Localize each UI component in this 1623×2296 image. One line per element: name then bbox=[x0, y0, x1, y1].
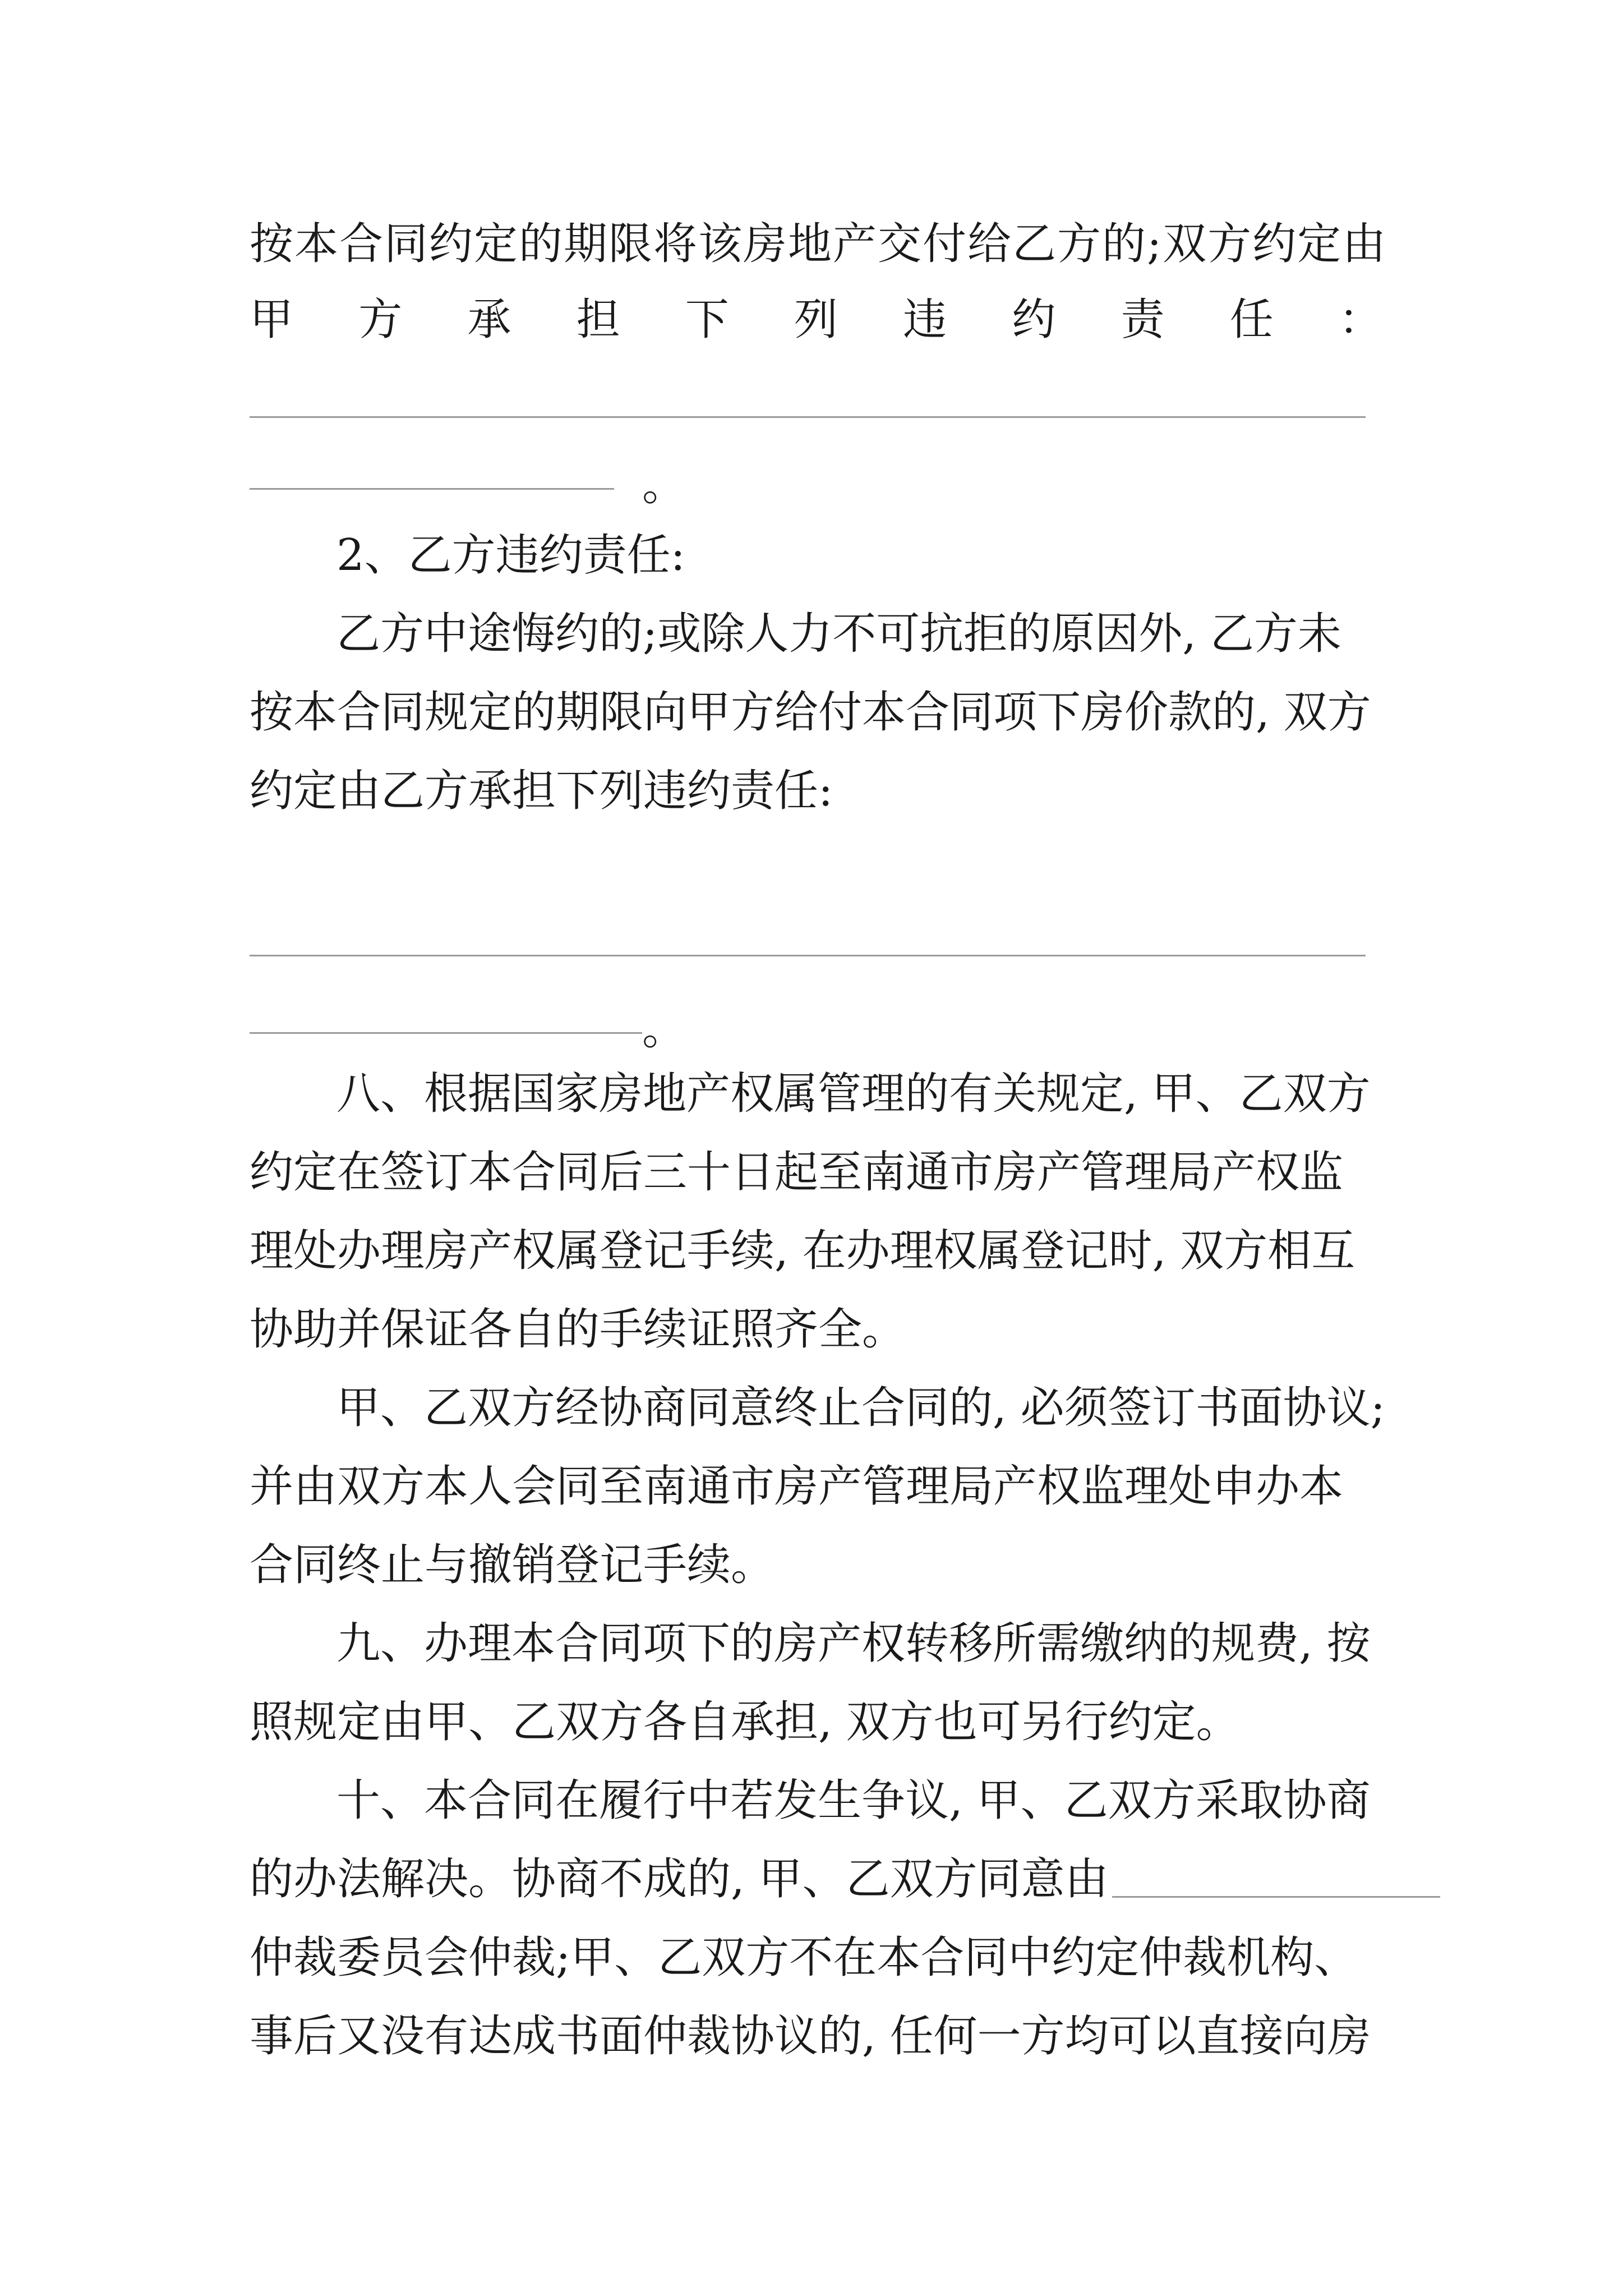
blank-fill-line bbox=[250, 955, 1366, 956]
text-line-4: 2、乙方违约责任: bbox=[336, 530, 685, 581]
char: 列 bbox=[794, 295, 838, 345]
period-mark: 。 bbox=[642, 460, 686, 510]
char: 担 bbox=[576, 295, 620, 345]
text-line-18 bbox=[250, 1840, 1382, 1918]
text-line-6: 按本合同规定的期限向甲方给付本合同项下房价款的, 双方 bbox=[250, 687, 1371, 738]
char: 下 bbox=[685, 295, 729, 345]
text-line-20: 事后又没有达成书面仲裁协议的, 任何一方均可以直接向房 bbox=[250, 2011, 1371, 2062]
text-line-14: 合同终止与撤销登记手续。 bbox=[250, 1540, 775, 1590]
text-line-7: 约定由乙方承担下列违约责任: bbox=[250, 766, 833, 816]
blank-fill-line-short bbox=[250, 488, 614, 490]
blank-fill-line-short bbox=[250, 1032, 642, 1034]
blank-fill-line-inline bbox=[1112, 1896, 1440, 1898]
char: 方 bbox=[358, 295, 403, 345]
text-line-19: 仲裁委员会仲裁;甲、乙双方不在本合同中约定仲裁机构、 bbox=[250, 1932, 1358, 1983]
text-line-12: 甲、乙双方经协商同意终止合同的, 必须签订书面协议; bbox=[336, 1383, 1385, 1433]
text-line-1-content: 按本合同约定的期限将该房地产交付给乙方的;双方约定由 bbox=[250, 219, 1387, 269]
text-line-5: 乙方中途悔约的;或除人力不可抗拒的原因外, 乙方未 bbox=[336, 609, 1341, 659]
text-line-11: 协助并保证各自的手续证照齐全。 bbox=[250, 1304, 906, 1355]
text-line-17: 十、本合同在履行中若发生争议, 甲、乙双方采取协商 bbox=[336, 1775, 1371, 1826]
char: 承 bbox=[467, 295, 511, 345]
text-line-16: 照规定由甲、乙双方各自承担, 双方也可另行约定。 bbox=[250, 1697, 1240, 1747]
char: 甲 bbox=[250, 295, 294, 345]
text-line-18-content: 的办法解决。协商不成的, 甲、乙双方同意由 bbox=[250, 1854, 1109, 1904]
text-line-8: 八、根据国家房地产权属管理的有关规定, 甲、乙双方 bbox=[336, 1069, 1371, 1119]
text-line-15: 九、办理本合同项下的房产权转移所需缴纳的规费, 按 bbox=[336, 1618, 1371, 1669]
text-line-2-justified bbox=[250, 280, 1382, 359]
period-mark: 。 bbox=[642, 1004, 686, 1055]
blank-fill-line bbox=[250, 416, 1366, 418]
char: 违 bbox=[903, 295, 947, 345]
char: ： bbox=[1338, 295, 1382, 345]
text-line-10: 理处办理房产权属登记手续, 在办理权属登记时, 双方相互 bbox=[250, 1226, 1355, 1276]
text-line-13: 并由双方本人会同至南通市房产管理局产权监理处申办本 bbox=[250, 1461, 1344, 1512]
text-line-1 bbox=[250, 205, 1387, 283]
char: 约 bbox=[1012, 295, 1056, 345]
char: 责 bbox=[1121, 295, 1165, 345]
text-line-9: 约定在签订本合同后三十日起至南通市房产管理局产权监 bbox=[250, 1147, 1344, 1198]
char: 任 bbox=[1229, 295, 1274, 345]
